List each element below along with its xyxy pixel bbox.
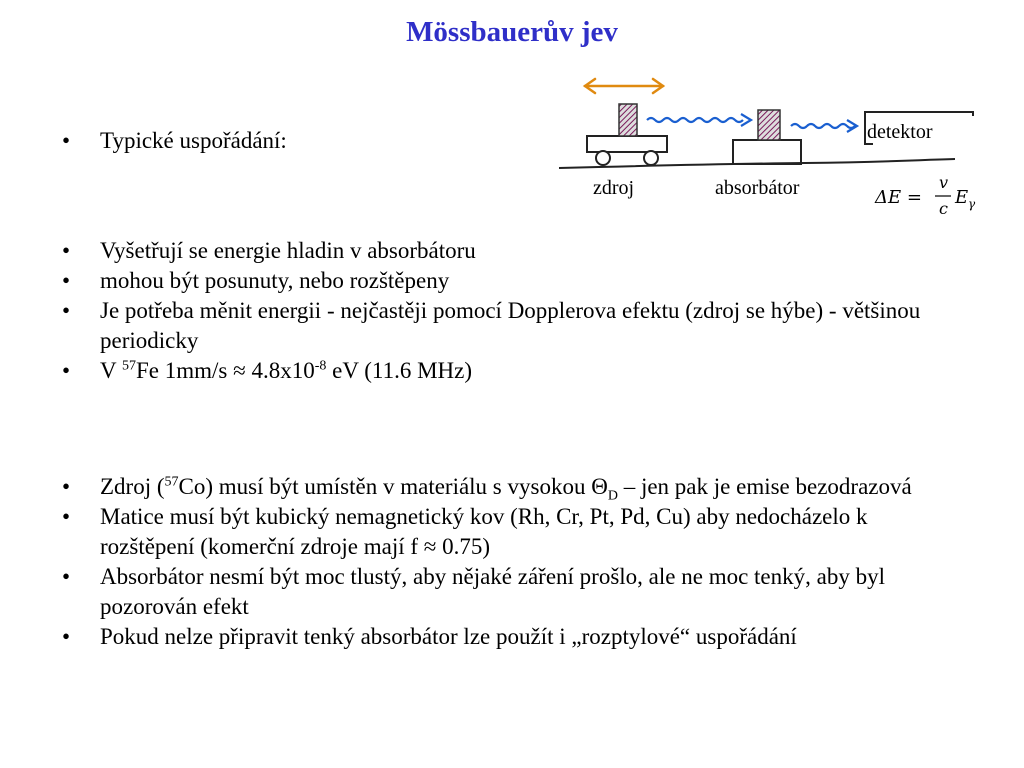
- item-text: Typické uspořádání:: [100, 128, 287, 153]
- slide-title: Mössbauerův jev: [406, 16, 618, 48]
- formula-drawing: [873, 172, 983, 224]
- list-item: [62, 356, 932, 386]
- bullet: •: [62, 298, 71, 323]
- motion-arrow-icon: [585, 79, 663, 93]
- formula-rhs: E: [955, 187, 969, 208]
- bullet: •: [62, 268, 71, 293]
- absorber-label: absorbátor: [715, 177, 800, 199]
- item-text: V $^{57}$Fe $1mm/s \approx 4.8x10^{-8}$ eV (11.6 MHz): [100, 358, 473, 383]
- list-item: [62, 266, 932, 296]
- bullet: •: [62, 564, 71, 589]
- list-item: [62, 562, 932, 622]
- formula-den: c: [939, 199, 948, 218]
- cart-wheel: [644, 151, 658, 165]
- detector-label: detektor: [867, 121, 933, 143]
- doppler-formula: [873, 172, 983, 229]
- energy-list: [62, 236, 932, 386]
- item-text: Vyšetřují se energie hladin v absorbátoru: [100, 238, 476, 263]
- list-item: [62, 296, 932, 356]
- source-block: [619, 104, 637, 136]
- bullet: •: [62, 504, 71, 529]
- item-text: mohou být posunuty, nebo rozštěpeny: [100, 268, 450, 293]
- item-text: Absorbátor nesmí být moc tlustý, aby nějaké záření prošlo, ale ne moc tenký, aby byl pozorován efekt: [100, 564, 885, 619]
- absorber-stand: [733, 140, 801, 164]
- gamma-ray-icon: [647, 118, 743, 122]
- list-item: [62, 622, 932, 652]
- item-text: Matice musí být kubický nemagnetický kov (Rh, Cr, Pt, Pd, Cu) aby nedocházelo k rozštěpení (komerční zdroje mají f ≈ 0.75): [100, 504, 868, 559]
- bullet: •: [62, 624, 71, 649]
- source-label: zdroj: [593, 177, 635, 199]
- bullet: •: [62, 128, 71, 153]
- bullet: •: [62, 474, 71, 499]
- cart-wheel: [596, 151, 610, 165]
- formula-rhs-sub: γ: [968, 197, 976, 211]
- list-item: [62, 472, 932, 502]
- cart-body: [587, 136, 667, 152]
- gamma-ray-icon: [791, 124, 855, 128]
- bullet: •: [62, 238, 71, 263]
- formula-num: v: [939, 173, 949, 192]
- formula-lhs: ΔE =: [875, 187, 922, 208]
- item-text: Pokud nelze připravit tenký absorbátor lze použít i „rozptylové“ uspořádání: [100, 624, 797, 649]
- item-text: Je potřeba měnit energii - nejčastěji pomocí Dopplerova efektu (zdroj se hýbe) - většinou periodicky: [100, 298, 921, 353]
- list-item: [62, 502, 932, 562]
- item-text: Zdroj ($^{57}$Co) musí být umístěn v materiálu s vysokou $\Theta_D$ – jen pak je emise bezodrazová: [100, 474, 912, 504]
- absorber-block: [758, 110, 780, 140]
- bullet: •: [62, 358, 71, 383]
- source-list: [62, 472, 932, 652]
- list-item: [62, 236, 932, 266]
